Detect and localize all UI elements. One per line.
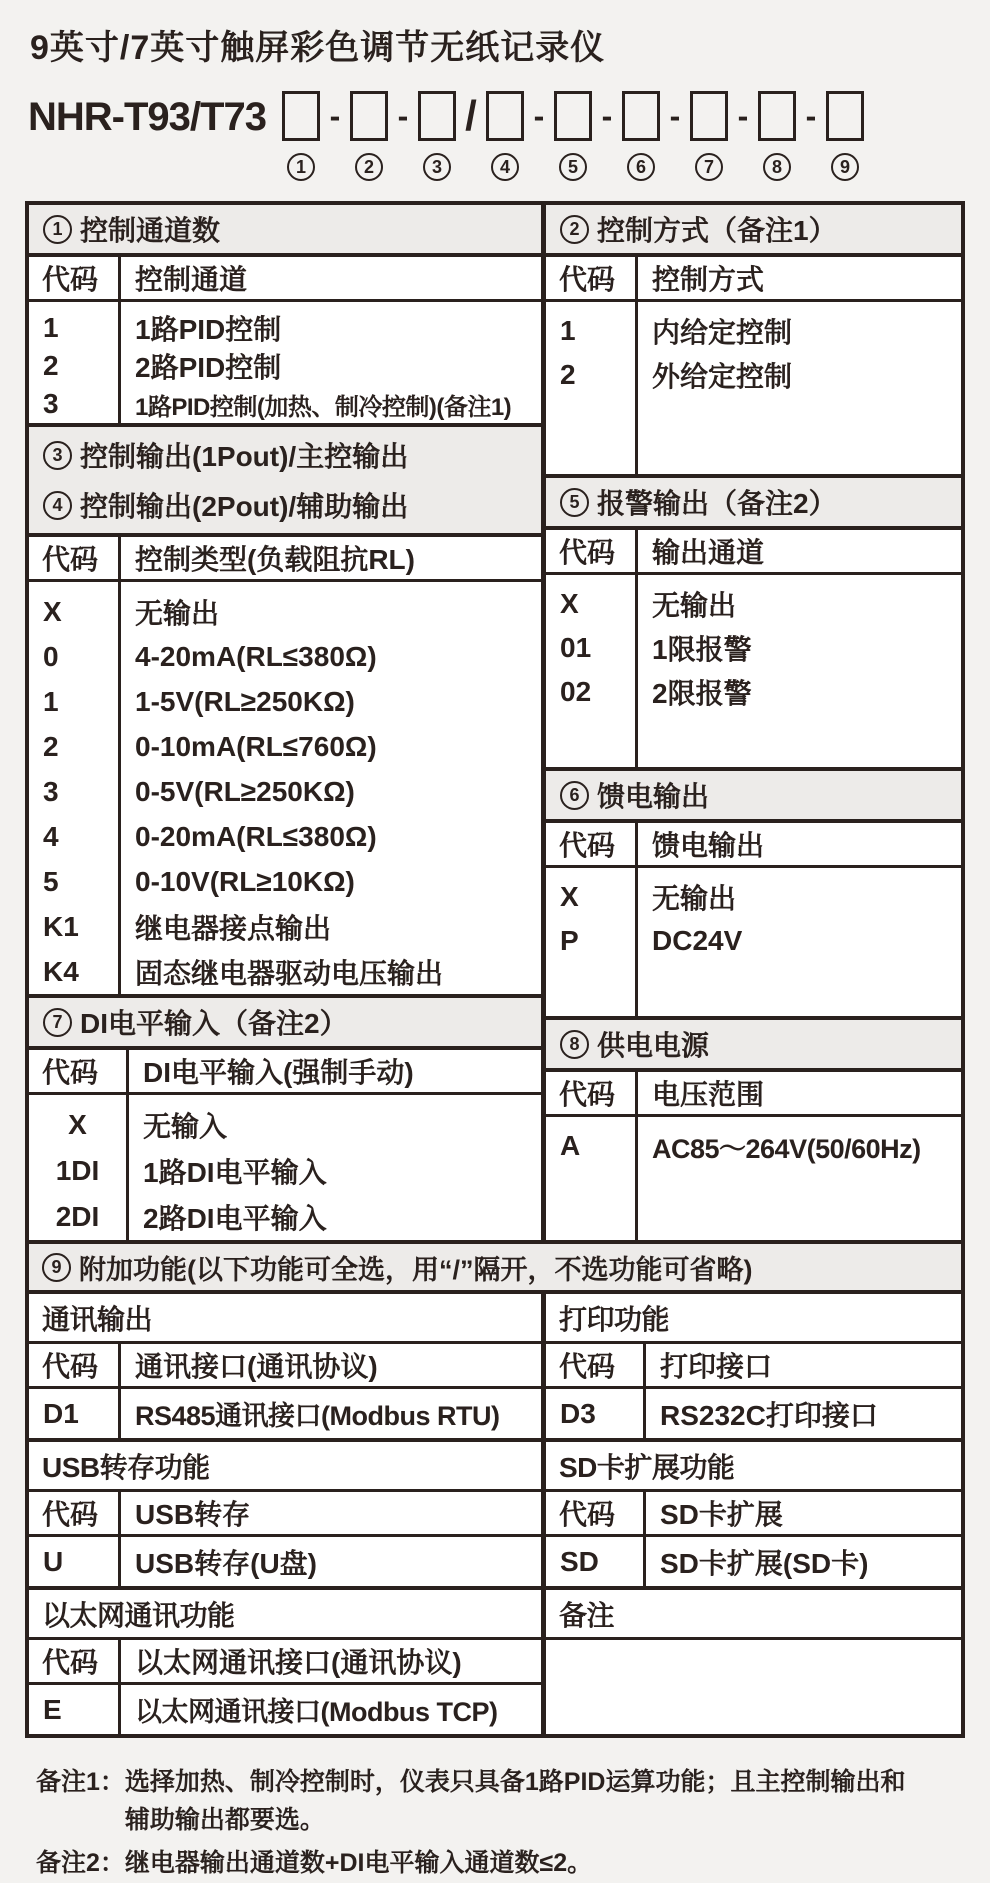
code-column-header: 代码: [546, 823, 638, 865]
model-box-9: [826, 91, 864, 141]
description-cells: [121, 582, 541, 994]
model-box-6: [622, 91, 660, 141]
code-cell: 5: [43, 865, 59, 897]
section-7-rows: [29, 1095, 541, 1240]
section-9-additional-functions-header: [29, 1240, 961, 1294]
code-column-header: 代码: [29, 257, 121, 299]
code-cell: D1: [43, 1397, 79, 1429]
section-4-title: 控制输出(2Pout)/辅助输出: [80, 491, 409, 522]
model-slot-7: [686, 91, 732, 181]
addon-usb-table-header: [29, 1492, 541, 1537]
circled-number: 5: [560, 488, 589, 517]
addon-usb-transfer: [29, 1438, 541, 1586]
position-number-1: 1: [287, 153, 315, 181]
page-title: 9英寸/7英寸触屏彩色调节无纸记录仪: [30, 29, 606, 67]
code-cells: [29, 1389, 121, 1438]
section-1-table-header: [29, 257, 541, 302]
description-cells: [121, 1389, 541, 1438]
description-cell: 1路PID控制(加热、制冷控制)(备注1): [135, 393, 512, 421]
section-1-rows: [29, 302, 541, 423]
addon-eth-table-header: [29, 1640, 541, 1685]
section-6-table-header: [546, 823, 961, 868]
note-2: [36, 1845, 966, 1883]
value-column-header: SD卡扩展: [660, 1499, 783, 1530]
description-cell: 无输出: [652, 883, 737, 914]
model-box-4: [486, 91, 524, 141]
position-number-5: 5: [559, 153, 587, 181]
position-number-7: 7: [695, 153, 723, 181]
value-column-header: 以太网通讯接口(通讯协议): [135, 1647, 462, 1678]
section-1-table: [29, 257, 541, 423]
code-cell: 4: [43, 820, 59, 852]
position-number-4: 4: [491, 153, 519, 181]
description-cell: AC85～264V(50/60Hz): [652, 1133, 921, 1164]
addon-eth-row: [29, 1685, 541, 1734]
code-cell: K4: [43, 955, 79, 987]
code-cell: 3: [43, 388, 59, 419]
addons-left-column: [29, 1294, 546, 1734]
section-8-header: [546, 1020, 961, 1072]
section-5-table-header: [546, 530, 961, 575]
circled-number: 8: [560, 1030, 589, 1059]
code-cell: A: [560, 1130, 581, 1161]
code-cell: K1: [43, 910, 79, 942]
note-2-text: [125, 1845, 592, 1883]
description-cell: 0-20mA(RL≤380Ω): [135, 820, 377, 852]
circled-number: 1: [43, 215, 72, 244]
code-cell: P: [560, 925, 579, 956]
code-cell: X: [560, 588, 579, 619]
description-cell: 无输入: [143, 1111, 228, 1142]
model-box-2: [350, 91, 388, 141]
description-cells: [646, 1389, 961, 1438]
description-cell: 2路PID控制: [135, 352, 282, 383]
table-top-columns: [29, 205, 961, 1240]
section-8-rows: [546, 1117, 961, 1240]
section-5-header: [546, 478, 961, 530]
section-2-table: [546, 257, 961, 474]
model-prefix: NHR-T93/T73: [28, 94, 266, 139]
description-cell: 0-10V(RL≥10KΩ): [135, 865, 355, 897]
addon-eth-title: 以太网通讯功能: [29, 1590, 541, 1640]
section-8-power-supply: [546, 1016, 961, 1240]
note-1-line-2: 辅助输出都要选。: [124, 1805, 325, 1834]
description-cell: RS232C打印接口: [660, 1399, 878, 1431]
model-slot-2: [346, 91, 392, 181]
position-number-2: 2: [355, 153, 383, 181]
section-5-title: 报警输出（备注2）: [597, 488, 837, 519]
note-1-label: 备注1：: [36, 1768, 125, 1796]
value-column-header: 控制类型(负载阻抗RL): [135, 544, 415, 575]
code-column-header: 代码: [546, 257, 638, 299]
model-separator: -: [533, 97, 545, 134]
code-cell: SD: [560, 1545, 599, 1577]
section-7-di-level-input: [29, 994, 541, 1240]
table-left-column: [29, 205, 546, 1240]
model-separator: -: [329, 97, 341, 134]
code-cells: [29, 1537, 121, 1586]
section-8-table-header: [546, 1072, 961, 1117]
description-cell: 无输出: [652, 590, 737, 621]
note-1-text: [125, 1764, 906, 1839]
position-number-9: 9: [831, 153, 859, 181]
code-cells: [546, 1537, 646, 1586]
note-2-label: 备注2：: [36, 1849, 125, 1877]
code-cell: 1: [43, 685, 59, 717]
code-column-header: 代码: [546, 1072, 638, 1114]
value-column-header: 控制方式: [652, 264, 765, 295]
model-slot-5: [550, 91, 596, 181]
model-code-boxes: [278, 91, 868, 181]
description-cell: 1路PID控制: [135, 314, 282, 345]
addon-usb-row: [29, 1537, 541, 1586]
section-8-title: 供电电源: [597, 1030, 710, 1061]
code-column-header: 代码: [546, 1492, 646, 1534]
addon-sd-row: [546, 1537, 961, 1586]
code-cell: 2DI: [55, 1201, 100, 1232]
section-3-title: 控制输出(1Pout)/主控输出: [80, 441, 409, 472]
description-cells: [121, 302, 541, 423]
model-separator: -: [397, 97, 409, 134]
section-6-header: [546, 771, 961, 823]
description-cells: [121, 1685, 541, 1734]
section-3-4-rows: [29, 582, 541, 994]
model-slot-8: [754, 91, 800, 181]
section-3-4-table-header: [29, 537, 541, 582]
addon-remark: [546, 1586, 961, 1734]
code-cell: E: [43, 1693, 62, 1725]
section-7-table-header: [29, 1050, 541, 1095]
circled-number: 7: [43, 1008, 72, 1037]
table-right-column: [546, 205, 961, 1240]
section-6-rows: [546, 868, 961, 1016]
addon-print-table-header: [546, 1344, 961, 1389]
code-cell: 1DI: [55, 1155, 100, 1186]
description-cell: 无输出: [135, 597, 220, 629]
model-separator-slash: /: [465, 92, 477, 139]
model-separator: -: [805, 97, 817, 134]
section-6-feed-output: [546, 767, 961, 1016]
code-cell: X: [43, 595, 62, 627]
section-4-title-line: [43, 485, 408, 525]
description-cell: SD卡扩展(SD卡): [660, 1547, 869, 1579]
model-separator: -: [737, 97, 749, 134]
value-column-header: 控制通道: [135, 264, 248, 295]
note-1: [36, 1764, 966, 1839]
description-cell: 2路DI电平输入: [143, 1203, 327, 1234]
section-2-table-header: [546, 257, 961, 302]
addon-comm-title: 通讯输出: [29, 1294, 541, 1344]
model-slot-4: [482, 91, 528, 181]
section-5-rows: [546, 575, 961, 767]
addon-communication-output: [29, 1294, 541, 1438]
section-1-header: [29, 205, 541, 257]
addon-print-row: [546, 1389, 961, 1438]
section-5-alarm-output: [546, 474, 961, 767]
footer-notes: [36, 1764, 966, 1883]
section-7-table: [29, 1050, 541, 1240]
circled-number: 6: [560, 781, 589, 810]
code-cell: 2: [560, 359, 576, 390]
note-2-line-1: 继电器输出通道数+DI电平输入通道数≤2。: [124, 1849, 593, 1877]
section-2-rows: [546, 302, 961, 474]
code-cell: 1: [43, 312, 59, 343]
section-7-title: DI电平输入（备注2）: [80, 1008, 348, 1039]
circled-number: 4: [43, 491, 72, 520]
code-column-header: 代码: [29, 1640, 121, 1682]
circled-number: 3: [43, 441, 72, 470]
code-column-header: 代码: [29, 537, 121, 579]
code-column-header: 代码: [29, 1492, 121, 1534]
code-cell: D3: [560, 1397, 596, 1429]
addon-print-title: 打印功能: [546, 1294, 961, 1344]
code-cell: 01: [560, 632, 592, 663]
position-number-3: 3: [423, 153, 451, 181]
value-column-header: USB转存: [135, 1499, 251, 1530]
section-3-4-table: [29, 537, 541, 994]
addon-sd-title: SD卡扩展功能: [546, 1442, 961, 1492]
addon-sd-card: [546, 1438, 961, 1586]
addon-print-function: [546, 1294, 961, 1438]
circled-number: 9: [42, 1253, 71, 1282]
value-column-header: 打印接口: [660, 1351, 773, 1382]
section-3-title-line: [43, 435, 408, 475]
code-cell: 1: [560, 315, 576, 346]
table-bottom-columns: [29, 1294, 961, 1734]
model-separator: -: [669, 97, 681, 134]
description-cell: 外给定控制: [652, 361, 793, 392]
code-cells: [546, 302, 638, 474]
description-cell: 1-5V(RL≥250KΩ): [135, 685, 355, 717]
description-cell: 0-5V(RL≥250KΩ): [135, 775, 355, 807]
description-cells: [638, 1117, 961, 1240]
code-cell: 2: [43, 730, 59, 762]
circled-number: 2: [560, 215, 589, 244]
position-number-6: 6: [627, 153, 655, 181]
description-cells: [638, 575, 961, 767]
description-cells: [121, 1537, 541, 1586]
description-cells: [638, 868, 961, 1016]
model-slot-3: [414, 91, 460, 181]
section-3-4-header: [29, 427, 541, 537]
description-cells: [129, 1095, 541, 1240]
code-column-header: 代码: [29, 1050, 129, 1092]
code-column-header: 代码: [546, 530, 638, 572]
code-cells: [546, 575, 638, 767]
description-cells: [638, 302, 961, 474]
remark-empty-cell: [546, 1640, 961, 1734]
section-8-table: [546, 1072, 961, 1240]
description-cell: RS485通讯接口(Modbus RTU): [135, 1401, 500, 1431]
code-cell: 3: [43, 775, 59, 807]
section-2-title: 控制方式（备注1）: [597, 215, 837, 246]
model-box-7: [690, 91, 728, 141]
description-cell: 1限报警: [652, 634, 752, 665]
section-3-4-control-output: [29, 423, 541, 994]
section-6-title: 馈电输出: [597, 781, 710, 812]
description-cell: 固态继电器驱动电压输出: [135, 957, 444, 989]
model-separator: -: [601, 97, 613, 134]
section-1-title: 控制通道数: [80, 215, 221, 246]
position-number-8: 8: [763, 153, 791, 181]
value-column-header: 通讯接口(通讯协议): [135, 1351, 378, 1382]
model-box-8: [758, 91, 796, 141]
code-cell: 2: [43, 350, 59, 381]
code-cells: [29, 1095, 129, 1240]
addon-ethernet: [29, 1586, 541, 1734]
code-cell: X: [68, 1109, 87, 1140]
description-cell: 0-10mA(RL≤760Ω): [135, 730, 377, 762]
ordering-code-table: [25, 201, 965, 1738]
section-5-table: [546, 530, 961, 767]
addon-sd-table-header: [546, 1492, 961, 1537]
description-cell: 2限报警: [652, 678, 752, 709]
code-column-header: 代码: [29, 1344, 121, 1386]
section-2-header: [546, 205, 961, 257]
addon-comm-table-header: [29, 1344, 541, 1389]
section-1-control-channel-count: [29, 205, 541, 423]
description-cell: DC24V: [652, 925, 743, 956]
note-1-line-1: 选择加热、制冷控制时，仪表只具备1路PID运算功能；且主控制输出和: [124, 1768, 906, 1796]
section-7-header: [29, 998, 541, 1050]
value-column-header: 电压范围: [652, 1079, 765, 1110]
section-6-table: [546, 823, 961, 1016]
description-cell: 4-20mA(RL≤380Ω): [135, 640, 377, 672]
model-box-5: [554, 91, 592, 141]
code-cell: 02: [560, 676, 592, 707]
addons-right-column: [546, 1294, 961, 1734]
description-cell: 继电器接点输出: [135, 912, 332, 944]
value-column-header: DI电平输入(强制手动): [143, 1057, 414, 1088]
code-cells: [546, 1117, 638, 1240]
model-slot-6: [618, 91, 664, 181]
code-cells: [546, 1389, 646, 1438]
code-cells: [546, 868, 638, 1016]
code-cells: [29, 302, 121, 423]
code-cell: X: [560, 881, 579, 912]
code-cells: [29, 582, 121, 994]
addon-comm-row: [29, 1389, 541, 1438]
model-slot-1: [278, 91, 324, 181]
section-2-control-mode: [546, 205, 961, 474]
description-cell: USB转存(U盘): [135, 1547, 317, 1579]
code-cell: 0: [43, 640, 59, 672]
addon-remark-title: 备注: [546, 1590, 961, 1640]
model-box-1: [282, 91, 320, 141]
description-cell: 以太网通讯接口(Modbus TCP): [135, 1697, 498, 1727]
description-cells: [646, 1537, 961, 1586]
description-cell: 1路DI电平输入: [143, 1157, 327, 1188]
value-column-header: 输出通道: [652, 537, 765, 568]
code-cells: [29, 1685, 121, 1734]
code-column-header: 代码: [546, 1344, 646, 1386]
section-9-title: 附加功能(以下功能可全选，用“/”隔开，不选功能可省略): [79, 1254, 753, 1285]
model-slot-9: [822, 91, 868, 181]
value-column-header: 馈电输出: [652, 830, 765, 861]
code-cell: U: [43, 1545, 64, 1577]
description-cell: 内给定控制: [652, 317, 793, 348]
model-box-3: [418, 91, 456, 141]
addon-usb-title: USB转存功能: [29, 1442, 541, 1492]
model-code-row: [28, 91, 990, 181]
